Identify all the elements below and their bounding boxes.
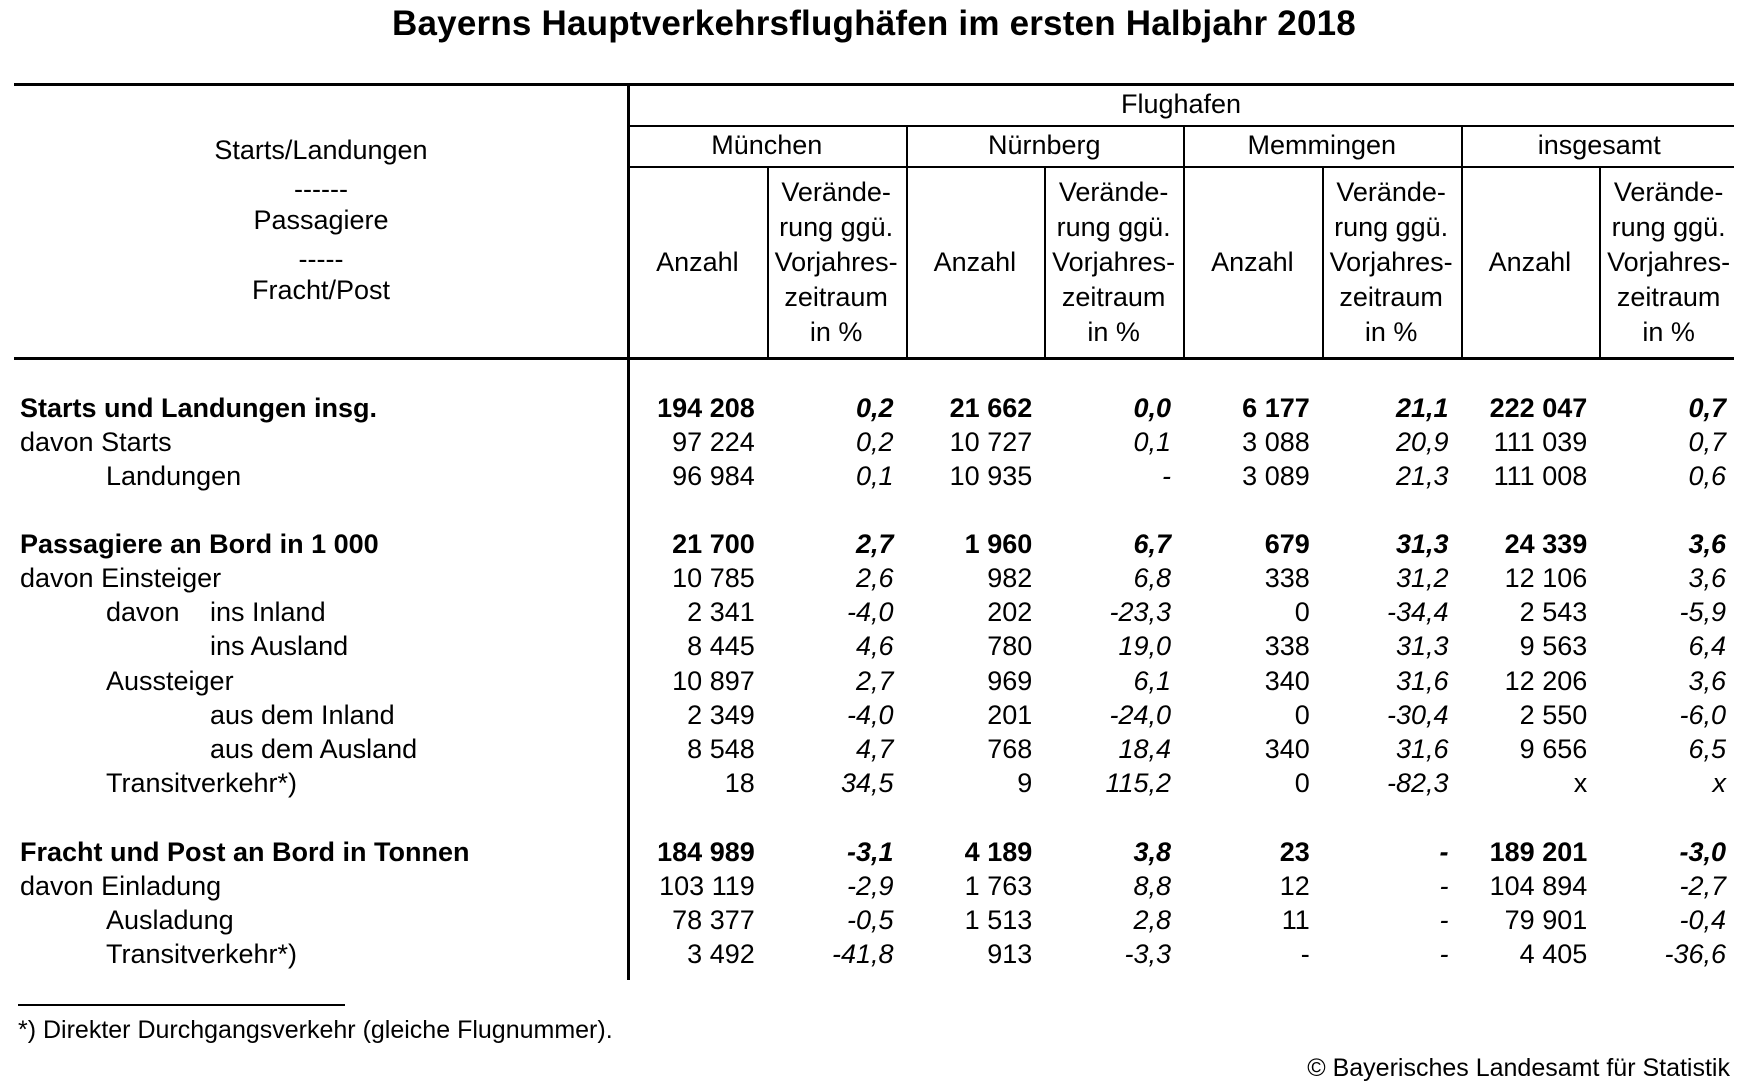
change-percent-cell: 4,6	[855, 631, 894, 661]
count-cell: 340	[1264, 734, 1310, 764]
count-cell: 913	[987, 939, 1033, 969]
change-percent-cell: -	[1439, 837, 1449, 867]
airport-header: München	[711, 130, 823, 160]
change-percent-cell: 115,2	[1105, 768, 1171, 798]
change-percent-cell: 31,3	[1395, 529, 1449, 559]
stub-header-line: ------	[294, 174, 348, 204]
stub-header-line: Fracht/Post	[251, 275, 391, 305]
stub-header-line: Starts/Landungen	[214, 135, 428, 165]
change-percent-cell: -3,0	[1679, 837, 1726, 867]
group-rule	[628, 125, 1734, 127]
change-percent-cell: -0,4	[1679, 905, 1726, 935]
row-label: Ausladung	[106, 905, 234, 935]
airport-header: Nürnberg	[987, 130, 1101, 160]
change-percent-cell: 21,1	[1395, 393, 1449, 423]
count-cell: 1 513	[964, 905, 1033, 935]
change-percent-cell: 0,7	[1688, 393, 1726, 423]
count-cell: 21 662	[949, 393, 1033, 423]
change-percent-cell: 6,4	[1688, 631, 1726, 661]
change-percent-cell: -6,0	[1679, 700, 1726, 730]
row-label: aus dem Ausland	[210, 734, 418, 764]
change-percent-cell: 19,0	[1118, 631, 1171, 661]
count-cell: 780	[987, 631, 1033, 661]
change-percent-cell: 6,7	[1133, 529, 1171, 559]
change-percent-cell: -36,6	[1664, 939, 1726, 969]
count-cell: 340	[1264, 666, 1310, 696]
col-header-change: in %	[1364, 317, 1418, 347]
count-cell: 9 656	[1519, 734, 1588, 764]
change-percent-cell: 0,2	[855, 427, 894, 457]
count-cell: 202	[987, 597, 1033, 627]
count-cell: 194 208	[657, 393, 755, 423]
airport-header: insgesamt	[1537, 130, 1661, 160]
count-cell: -	[1300, 939, 1310, 969]
change-percent-cell: 8,8	[1133, 871, 1171, 901]
change-percent-cell: x	[1712, 768, 1726, 798]
count-cell: 768	[987, 734, 1033, 764]
count-cell: 3 088	[1242, 427, 1310, 457]
count-cell: 189 201	[1489, 837, 1588, 867]
count-cell: 6 177	[1242, 393, 1310, 423]
count-cell: 111 039	[1493, 427, 1588, 457]
change-percent-cell: 34,5	[840, 768, 894, 798]
change-percent-cell: 31,6	[1395, 666, 1449, 696]
row-label: Landungen	[106, 461, 242, 491]
col-header-count: Anzahl	[656, 247, 739, 277]
group-header-flughafen: Flughafen	[1120, 89, 1242, 119]
row-label: davon Starts	[20, 427, 172, 457]
stub-header-line: -----	[298, 244, 344, 274]
col-header-change: rung ggü.	[779, 212, 894, 242]
row-label: davon Einladung	[20, 871, 222, 901]
count-cell: 10 935	[949, 461, 1033, 491]
row-label: Passagiere an Bord in 1 000	[20, 529, 379, 559]
change-percent-cell: 6,5	[1688, 734, 1726, 764]
col-header-change: in %	[809, 317, 863, 347]
count-cell: 222 047	[1489, 393, 1588, 423]
change-percent-cell: 20,9	[1395, 427, 1449, 457]
count-cell: 8 548	[687, 734, 755, 764]
col-header-count: Anzahl	[1211, 247, 1294, 277]
change-percent-cell: 0,7	[1688, 427, 1726, 457]
count-cell: 1 763	[964, 871, 1033, 901]
col-header-change: Vorjahres-	[1329, 247, 1453, 277]
col-header-change: zeitraum	[784, 282, 888, 312]
count-cell: 97 224	[672, 427, 755, 457]
copyright-notice: © Bayerisches Landesamt für Statistik	[1307, 1054, 1730, 1082]
count-cell: 1 960	[964, 529, 1033, 559]
change-percent-cell: 21,3	[1395, 461, 1449, 491]
change-percent-cell: -41,8	[831, 939, 894, 969]
count-cell: 0	[1294, 597, 1310, 627]
count-cell: 12 206	[1504, 666, 1588, 696]
top-rule	[14, 83, 1734, 86]
change-percent-cell: 4,7	[855, 734, 894, 764]
col-header-change: rung ggü.	[1611, 212, 1726, 242]
col-header-count: Anzahl	[933, 247, 1017, 277]
row-label: Aussteiger	[106, 666, 234, 696]
col-header-change: in %	[1087, 317, 1140, 347]
col-header-change: Verände-	[1058, 177, 1169, 207]
count-cell: 10 727	[949, 427, 1033, 457]
change-percent-cell: -0,5	[846, 905, 894, 935]
count-cell: 2 349	[687, 700, 755, 730]
count-cell: 0	[1294, 768, 1310, 798]
count-cell: 23	[1279, 837, 1310, 867]
row-label: Transitverkehr*)	[106, 768, 298, 798]
change-percent-cell: 18,4	[1118, 734, 1171, 764]
stub-header-line: Passagiere	[253, 205, 389, 235]
table-title: Bayerns Hauptverkehrsflughäfen im ersten Halbjahr 2018	[392, 4, 1356, 43]
col-header-change: Vorjahres-	[1607, 247, 1731, 277]
row-label: Starts und Landungen insg.	[20, 393, 377, 423]
count-cell: 338	[1264, 563, 1310, 593]
count-cell: 2 341	[687, 597, 755, 627]
count-cell: 21 700	[672, 529, 755, 559]
change-percent-cell: 3,6	[1688, 666, 1726, 696]
row-label: ins Ausland	[210, 631, 349, 661]
count-cell: 969	[987, 666, 1033, 696]
count-cell: 4 405	[1519, 939, 1588, 969]
row-label-secondary: ins Inland	[210, 597, 326, 627]
count-cell: 8 445	[687, 631, 755, 661]
col-header-change: Vorjahres-	[1052, 247, 1176, 277]
col-header-change: rung ggü.	[1056, 212, 1171, 242]
change-percent-cell: 2,8	[1133, 905, 1171, 935]
change-percent-cell: -82,3	[1386, 768, 1449, 798]
count-cell: 9	[1017, 768, 1033, 798]
count-cell: 10 785	[672, 563, 755, 593]
change-percent-cell: -3,3	[1124, 939, 1171, 969]
count-cell: 79 901	[1504, 905, 1588, 935]
change-percent-cell: 0,2	[855, 393, 894, 423]
change-percent-cell: 2,6	[855, 563, 894, 593]
change-percent-cell: 3,6	[1688, 529, 1726, 559]
change-percent-cell: 31,3	[1395, 631, 1449, 661]
change-percent-cell: -23,3	[1109, 597, 1171, 627]
change-percent-cell: -4,0	[846, 700, 894, 730]
change-percent-cell: 2,7	[855, 529, 894, 559]
col-header-change: rung ggü.	[1334, 212, 1449, 242]
change-percent-cell: 0,0	[1133, 393, 1171, 423]
change-percent-cell: 3,6	[1688, 563, 1726, 593]
col-header-change: zeitraum	[1339, 282, 1443, 312]
col-header-change: Verände-	[1336, 177, 1446, 207]
row-label: Transitverkehr*)	[106, 939, 298, 969]
count-cell: 104 894	[1489, 871, 1588, 901]
count-cell: 78 377	[672, 905, 755, 935]
row-label: davon Einsteiger	[20, 563, 222, 593]
count-cell: 12	[1279, 871, 1310, 901]
change-percent-cell: -3,1	[846, 837, 894, 867]
change-percent-cell: -24,0	[1109, 700, 1171, 730]
col-header-change: Vorjahres-	[774, 247, 898, 277]
col-header-change: zeitraum	[1616, 282, 1721, 312]
count-cell: 10 897	[672, 666, 755, 696]
col-header-change: in %	[1642, 317, 1695, 347]
change-percent-cell: 6,1	[1133, 666, 1171, 696]
count-cell: 0	[1294, 700, 1310, 730]
count-cell: 111 008	[1493, 461, 1588, 491]
change-percent-cell: -	[1162, 461, 1171, 491]
count-cell: x	[1573, 768, 1588, 798]
count-cell: 9 563	[1519, 631, 1588, 661]
footnote: *) Direkter Durchgangsverkehr (gleiche Flugnummer).	[18, 1016, 613, 1044]
change-percent-cell: -5,9	[1679, 597, 1726, 627]
count-cell: 982	[987, 563, 1033, 593]
change-percent-cell: -	[1439, 871, 1449, 901]
col-header-change: zeitraum	[1061, 282, 1166, 312]
count-cell: 679	[1264, 529, 1310, 559]
row-label: aus dem Inland	[210, 700, 395, 730]
count-cell: 2 543	[1519, 597, 1588, 627]
change-percent-cell: -4,0	[846, 597, 894, 627]
change-percent-cell: 0,1	[1133, 427, 1171, 457]
count-cell: 2 550	[1519, 700, 1588, 730]
change-percent-cell: -	[1439, 939, 1449, 969]
count-cell: 11	[1281, 905, 1310, 935]
change-percent-cell: 2,7	[855, 666, 894, 696]
count-cell: 18	[724, 768, 755, 798]
change-percent-cell: -2,7	[1679, 871, 1726, 901]
count-cell: 96 984	[672, 461, 755, 491]
change-percent-cell: -30,4	[1386, 700, 1449, 730]
count-cell: 201	[987, 700, 1033, 730]
change-percent-cell: 31,6	[1395, 734, 1449, 764]
change-percent-cell: 3,8	[1133, 837, 1171, 867]
col-header-count: Anzahl	[1488, 247, 1572, 277]
row-label: Fracht und Post an Bord in Tonnen	[20, 837, 470, 867]
change-percent-cell: 31,2	[1395, 563, 1449, 593]
count-cell: 184 989	[657, 837, 755, 867]
count-cell: 24 339	[1504, 529, 1588, 559]
count-cell: 3 089	[1242, 461, 1310, 491]
change-percent-cell: 6,8	[1133, 563, 1171, 593]
change-percent-cell: 0,1	[855, 461, 894, 491]
airport-header: Memmingen	[1247, 130, 1397, 160]
col-header-change: Verände-	[781, 177, 891, 207]
count-cell: 103 119	[659, 871, 755, 901]
count-cell: 338	[1264, 631, 1310, 661]
change-percent-cell: -2,9	[846, 871, 894, 901]
change-percent-cell: -	[1439, 905, 1449, 935]
change-percent-cell: 0,6	[1688, 461, 1726, 491]
count-cell: 4 189	[964, 837, 1033, 867]
footnote-rule	[18, 1004, 345, 1006]
change-percent-cell: -34,4	[1386, 597, 1449, 627]
col-header-change: Verände-	[1613, 177, 1724, 207]
header-bottom-rule	[14, 357, 1734, 360]
count-cell: 12 106	[1504, 563, 1588, 593]
row-label: davon	[106, 597, 180, 627]
airport-rule	[628, 166, 1734, 168]
count-cell: 3 492	[687, 939, 755, 969]
